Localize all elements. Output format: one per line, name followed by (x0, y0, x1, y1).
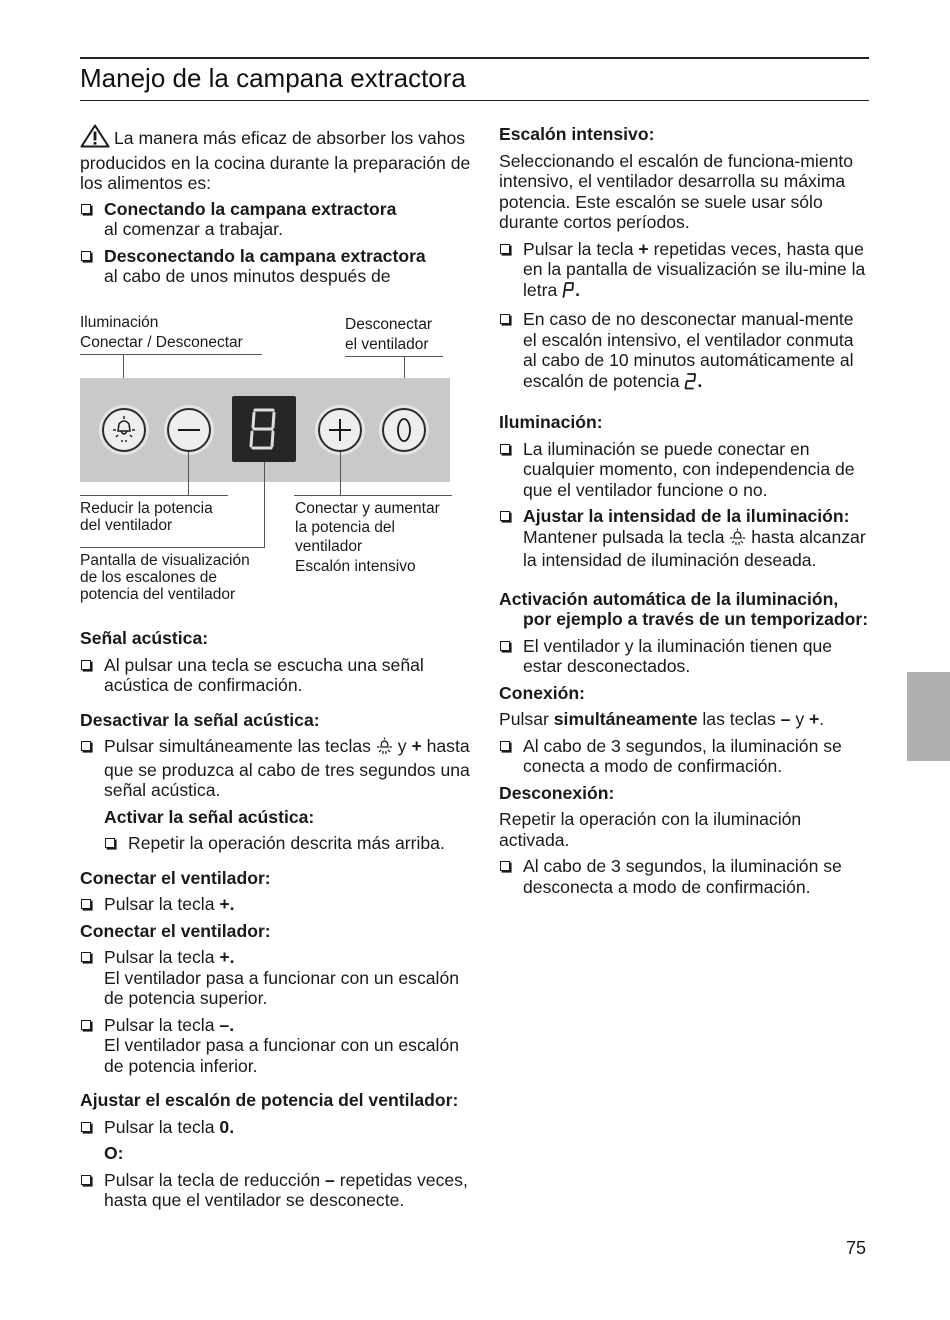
disconnect-item: Al cabo de 3 segundos, la iluminación se desconecta a modo de confirmación. (523, 856, 842, 897)
label-display-1: Pantalla de visualización (80, 552, 250, 569)
checkbox-bullet (500, 861, 510, 871)
adjust-or: O: (104, 1143, 124, 1163)
checkbox-bullet (81, 741, 91, 751)
label-display-2: de los escalones de (80, 569, 218, 586)
checkbox-bullet (81, 1020, 91, 1030)
fan-plus-item: Pulsar la tecla (104, 947, 215, 967)
leader-line (294, 495, 452, 496)
checkbox-bullet (81, 251, 91, 261)
power-level-display (232, 396, 296, 462)
disconnect-text: Repetir la operación con la iluminación activada. (499, 809, 802, 850)
label-increase-4: Escalón intensivo (295, 558, 416, 575)
label-display-3: potencia del ventilador (80, 586, 236, 603)
checkbox-bullet (500, 244, 510, 254)
checkbox-bullet (500, 741, 510, 751)
minus-icon (169, 410, 209, 450)
adjust-item2-b: repetidas veces, hasta que el ventilador se desconecte. (104, 1169, 468, 1210)
heading-disconnect: Desconexión: (499, 782, 615, 803)
heading-auto-light: Activación automática de la iluminación, por ejemplo a través de un temporizador: (499, 588, 869, 629)
checkbox-bullet (81, 1175, 91, 1185)
heading-activate-signal: Activar la señal acústica: (104, 806, 315, 827)
intensive-text: Seleccionando el escalón de funciona-miento intensivo, el ventilador desarrolla su máxima potencia. Este escalón se suele usar sólo durante cortos períodos. (499, 150, 854, 232)
checkbox-bullet (81, 952, 91, 962)
label-off-2: el ventilador (345, 336, 429, 353)
light-adjust-a: Mantener pulsada la tecla (523, 526, 725, 547)
right-column: Escalón intensivo: Seleccionando el escalón de funciona-miento intensivo, el ventilador desarrolla su máxima potencia. Este escalón se suele usar sólo durante cortos períodos. Pulsar la tecla + repetidas veces, hasta que en la pantalla de visualización se ilu-mine la letra . En caso de no desconectar manual-mente el escalón intensivo, el ventilador conmuta al cabo de 10 minutos automáticamente al escalón de potencia . Iluminación: La iluminación se puede conectar en cualquier momento, con independencia de que el ventilador funcione o no. Ajustar la intensidad de la iluminación: Mantener pulsada la tecla hasta alcanzar la intensidad de iluminación deseada. Activación automática de la iluminación, por ejemplo a través de un temporizador: El ventilador y la iluminación tienen que estar desconectados. Conexión: Pulsar simultáneamente las teclas – y +. Al cabo de 3 segundos, la iluminación se conecta a modo de confirmación. Desconexión: Repetir la operación con la iluminación activada. Al cabo de 3 segundos, la iluminación se desconecta a modo de confirmación. (499, 124, 871, 897)
off-button[interactable] (382, 408, 426, 452)
connect-minus: – (780, 709, 791, 729)
deactivate-text-b: hasta que se produzca al cabo de tres segundos una señal acústica. (104, 736, 470, 800)
label-increase-2: la potencia del (295, 519, 395, 536)
heading-adjust-power: Ajustar el escalón de potencia del ventilador: (80, 1090, 459, 1110)
leader-line (80, 547, 265, 548)
intro-item1-rest: al comenzar a trabajar. (104, 219, 283, 239)
fan-plus-key: +. (219, 947, 235, 967)
activate-item: Repetir la operación descrita más arriba. (128, 833, 445, 853)
deactivate-y: y (397, 736, 407, 756)
lamp-icon (376, 737, 393, 760)
connect-item: Al cabo de 3 segundos, la iluminación se conecta a modo de confirmación. (523, 735, 842, 776)
fan-minus-key: –. (219, 1014, 235, 1035)
intro-section (80, 124, 472, 287)
title-underline (80, 100, 869, 101)
light-item: La iluminación se puede conectar en cualquier momento, con independencia de que el ventilador funcione o no. (523, 438, 855, 500)
control-panel-diagram (80, 312, 470, 612)
fan-plus-desc: El ventilador pasa a funcionar con un escalón de potencia superior. (104, 967, 460, 1008)
fan-on-item: Pulsar la tecla (104, 894, 215, 914)
segment-p-icon (562, 281, 575, 304)
checkbox-bullet (81, 1122, 91, 1132)
left-lower-section (80, 628, 472, 1211)
adjust-item2-a: Pulsar la tecla de reducción (104, 1169, 321, 1190)
heading-deactivate-signal: Desactivar la señal acústica: (80, 709, 320, 730)
checkbox-bullet (500, 511, 510, 521)
auto-item: El ventilador y la iluminación tienen que estar desconectados. (523, 635, 833, 676)
minus-button[interactable] (167, 408, 211, 452)
intro-item1-bold: Conectando la campana extractora (104, 198, 397, 219)
label-off-1: Desconectar (345, 316, 433, 333)
lamp-icon (104, 410, 144, 450)
light-adjust-b: hasta alcanzar la intensidad de iluminación deseada. (523, 526, 866, 570)
checkbox-bullet (105, 838, 115, 848)
intensive-item2: En caso de no desconectar manual-mente el escalón intensivo, el ventilador conmuta al cabo de 10 minutos automáticamente al escalón de potencia (523, 309, 854, 391)
fan-minus-desc: El ventilador pasa a funcionar con un escalón de potencia inferior. (104, 1035, 460, 1076)
leader-line (188, 452, 189, 495)
intro-item2-rest: al cabo de unos minutos después de (104, 266, 391, 286)
leader-line (80, 495, 228, 496)
heading-light: Iluminación: (499, 412, 603, 432)
checkbox-bullet (81, 660, 91, 670)
checkbox-bullet (81, 899, 91, 909)
label-reduce-2: del ventilador (80, 517, 173, 534)
label-light-2: Conectar / Desconectar (80, 334, 243, 351)
intensive-item1-a: Pulsar la tecla (523, 238, 634, 259)
label-increase-3: ventilador (295, 538, 363, 555)
heading-fan-on-2: Conectar el ventilador: (80, 920, 271, 941)
connect-a: Pulsar (499, 709, 549, 729)
checkbox-bullet (500, 314, 510, 324)
checkbox-bullet (81, 204, 91, 214)
connect-bold: simultáneamente (553, 709, 698, 729)
lamp-icon (729, 528, 746, 551)
section-tab-marker (907, 672, 950, 761)
connect-plus: + (809, 709, 820, 729)
warning-icon (80, 124, 110, 153)
page-title: Manejo de la campana extractora (80, 63, 466, 93)
label-reduce-1: Reducir la potencia (80, 500, 213, 517)
zero-icon (384, 410, 424, 450)
signal-item: Al pulsar una tecla se escucha una señal acústica de confirmación. (104, 654, 424, 695)
connect-b: las teclas (702, 709, 776, 729)
segment-2-icon (684, 372, 697, 395)
intro-text: La manera más eficaz de absorber los vahos producidos en la cocina durante la preparación de los alimentos es: (80, 128, 471, 193)
page-number: 75 (846, 1238, 867, 1258)
heading-connect: Conexión: (499, 682, 586, 703)
adjust-key: 0. (219, 1116, 235, 1137)
checkbox-bullet (500, 641, 510, 651)
light-adjust-bold: Ajustar la intensidad de la iluminación: (523, 506, 850, 526)
intro-item2-bold: Desconectando la campana extractora (104, 245, 426, 266)
leader-line (345, 356, 443, 357)
adjust-item2-key: – (325, 1169, 335, 1190)
leader-line (80, 354, 262, 355)
top-rule (80, 57, 869, 59)
plus-icon (320, 410, 360, 450)
fan-on-key: +. (219, 894, 235, 914)
checkbox-bullet (500, 444, 510, 454)
leader-line (340, 452, 341, 495)
intensive-item1-key: + (638, 238, 649, 259)
adjust-item: Pulsar la tecla (104, 1116, 215, 1137)
fan-minus-item: Pulsar la tecla (104, 1014, 215, 1035)
heading-fan-on: Conectar el ventilador: (80, 867, 271, 888)
deactivate-plus: + (411, 736, 422, 756)
connect-y: y (795, 709, 805, 729)
plus-button[interactable] (318, 408, 362, 452)
light-button[interactable] (102, 408, 146, 452)
label-light-1: Iluminación (80, 314, 159, 331)
heading-intensive: Escalón intensivo: (499, 124, 655, 144)
heading-acoustic-signal: Señal acústica: (80, 628, 209, 648)
leader-line (264, 462, 265, 547)
label-increase-1: Conectar y aumentar (295, 500, 440, 517)
intensive-item1-b: repetidas veces, hasta que en la pantalla de visualización se ilu-mine la letra (523, 238, 866, 300)
seven-segment-digit (232, 396, 296, 462)
deactivate-text-a: Pulsar simultáneamente las teclas (104, 736, 371, 756)
